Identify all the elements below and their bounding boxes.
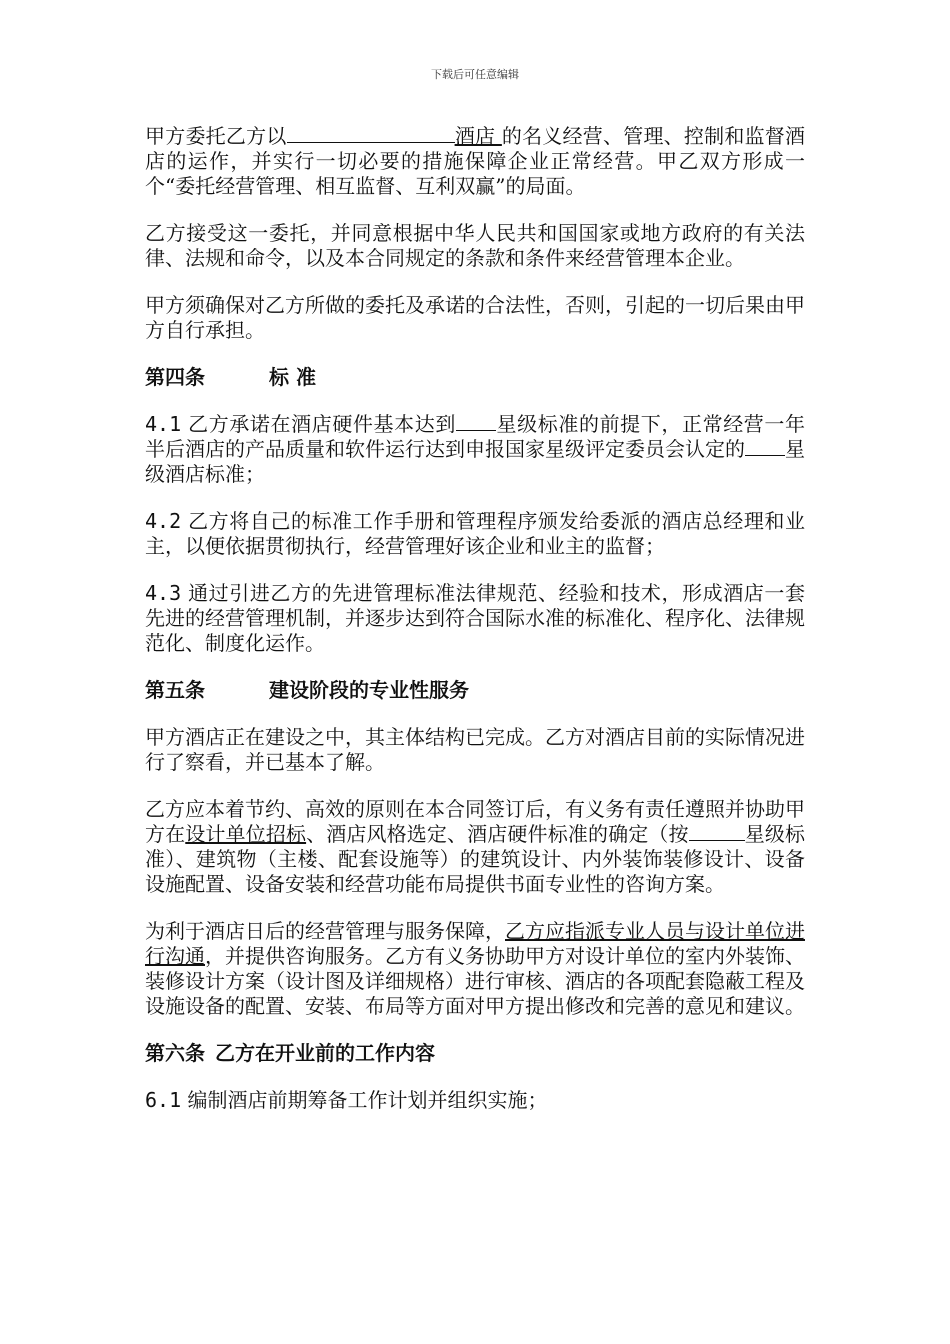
paragraph-entrustment	[145, 124, 805, 199]
clause-4-2	[145, 509, 805, 559]
text-span: 甲方委托乙方以	[145, 124, 287, 148]
underlined-text: 酒店	[454, 124, 502, 148]
header-note: 下载后可任意编辑	[431, 68, 519, 81]
paragraph-acceptance: 乙方接受这一委托，并同意根据中华人民共和国国家或地方政府的有关法律、法规和命令，以及本合同规定的条款和条件来经营管理本企业。	[145, 221, 805, 270]
clause-number: 4.3	[145, 581, 182, 605]
text-span: ，并提供咨询服务。乙方有义务协助甲方对设计单位的室内外装饰、装修设计方案（设计图及详细规格）进行审核、酒店的各项配套隐蔽工程及设施设备的配置、安装、布局等方面对甲方提出修改和完善的意见和建议。	[145, 944, 805, 1018]
article-label: 第六条	[145, 1041, 205, 1065]
text-span: 为利于酒店日后的经营管理与服务保障，	[145, 919, 505, 943]
text-span: 编制酒店前期筹备工作计划并组织实施；	[187, 1088, 548, 1112]
text-span: 的名义经营、管理、控制和监督酒店的运作，并实行一切必要的措施保障企业正常经营。甲乙双方形成一个“委托经营管理、相互监督、互利双赢”的局面。	[145, 124, 806, 198]
text-span: 星级标准）、建筑物（主楼、配套设施等）的建筑设计、内外装饰装修设计、设备设施配置、设备安装和经营功能布局提供书面专业性的咨询方案。	[145, 822, 806, 896]
article-label: 第四条	[145, 365, 205, 389]
blank-line	[745, 437, 785, 456]
blank-line	[456, 412, 496, 431]
document-body	[145, 124, 805, 1135]
underlined-text: 设计单位招标	[185, 822, 307, 846]
paragraph-legality: 甲方须确保对乙方所做的委托及承诺的合法性，否则，引起的一切后果由甲方自行承担。	[145, 293, 805, 342]
clause-4-3	[145, 581, 805, 656]
text-span: 乙方将自己的标准工作手册和管理程序颁发给委派的酒店总经理和业主，以便依据贯彻执行，经营管理好该企业和业主的监督；	[145, 509, 806, 558]
paragraph-consulting-scope	[145, 797, 805, 897]
clause-number: 4.2	[145, 509, 182, 533]
text-span: 乙方承诺在酒店硬件基本达到	[188, 412, 456, 436]
article-4-heading	[145, 365, 805, 390]
clause-number: 6.1	[145, 1088, 182, 1112]
text-span: 星级酒店标准；	[145, 437, 805, 486]
article-label: 第五条	[145, 678, 205, 702]
paragraph-design-communication	[145, 919, 805, 1019]
article-6-heading	[145, 1041, 805, 1066]
blank-line	[287, 124, 455, 143]
clause-6-1	[145, 1088, 805, 1113]
article-title: 标 准	[269, 365, 316, 389]
paragraph-construction-status: 甲方酒店正在建设之中，其主体结构已完成。乙方对酒店目前的实际情况进行了察看，并已基本了解。	[145, 725, 805, 774]
blank-line	[689, 822, 745, 841]
clause-4-1	[145, 412, 805, 487]
text-span: 星级标准的前提下，正常经营一年半后酒店的产品质量和软件运行达到申报国家星级评定委员会认定的	[145, 412, 806, 461]
text-span: 乙方应本着节约、高效的原则在本合同签订后，有义务有责任遵照并协助甲方在	[145, 797, 805, 846]
article-title: 乙方在开业前的工作内容	[215, 1041, 435, 1065]
article-title: 建设阶段的专业性服务	[269, 678, 469, 702]
text-span: 通过引进乙方的先进管理标准法律规范、经验和技术，形成酒店一套先进的经营管理机制，并逐步达到符合国际水准的标准化、程序化、法律规范化、制度化运作。	[145, 581, 806, 655]
clause-number: 4.1	[145, 412, 182, 436]
underlined-text: 乙方应指派专业人员与设计单位进行沟通	[145, 919, 805, 968]
text-span: 、酒店风格选定、酒店硬件标准的确定（按	[306, 822, 689, 846]
article-5-heading	[145, 678, 805, 703]
